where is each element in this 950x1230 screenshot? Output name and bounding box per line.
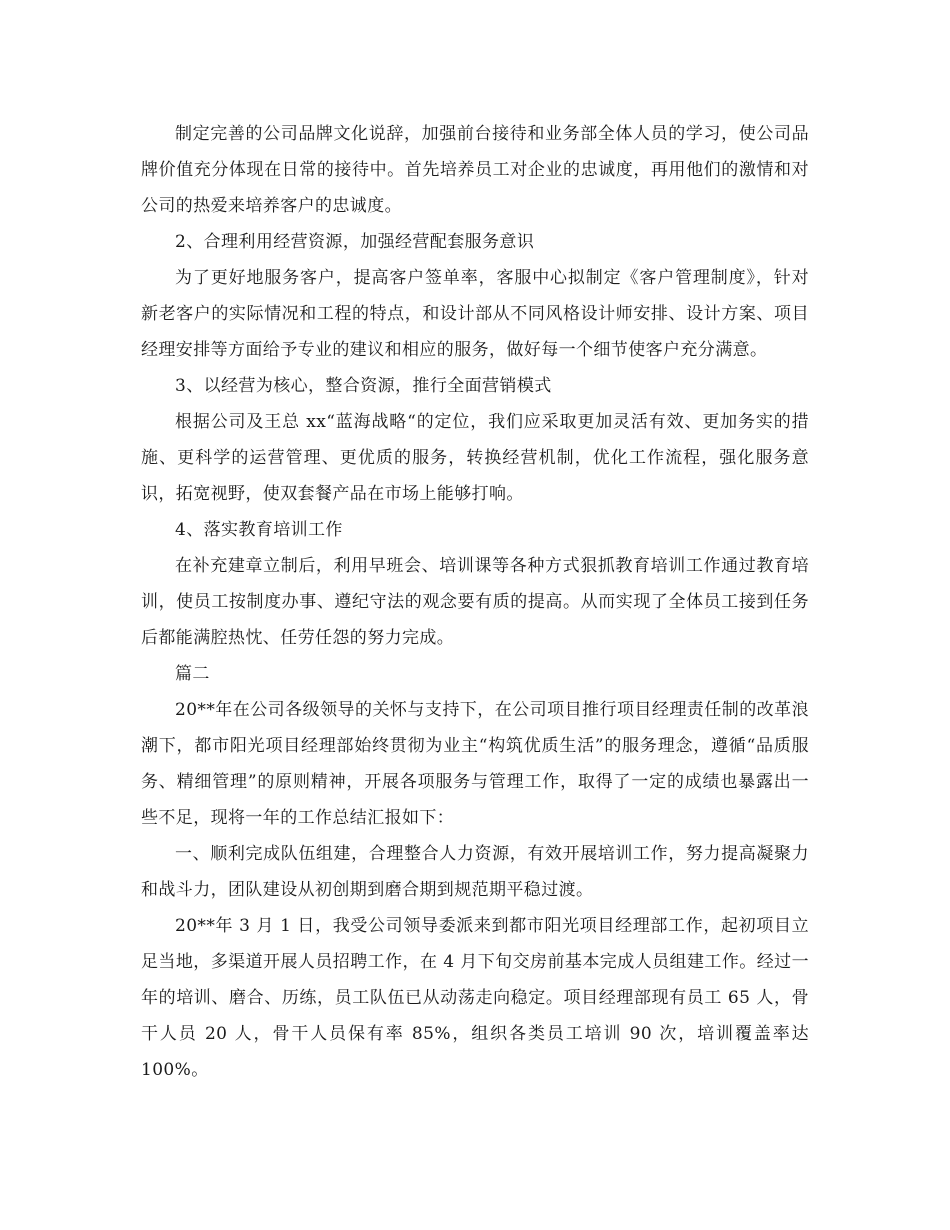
paragraph-training-work: 在补充建章立制后，利用早班会、培训课等各种方式狠抓教育培训工作通过教育培训，使员工按制度办事、遵纪守法的观念要有质的提高。从而实现了全体员工接到任务后都能满腔热忱、任劳任怨的努力完成。	[141, 556, 809, 648]
section-title-part-two: 篇二	[175, 664, 210, 684]
heading-resource-utilization: 2、合理利用经营资源，加强经营配套服务意识	[175, 232, 535, 252]
paragraph-blue-ocean-strategy: 根据公司及王总 xx“蓝海战略“的定位，我们应采取更加灵活有效、更加务实的措施、更科学的运营管理、更优质的服务，转换经营机制，优化工作流程，强化服务意识，拓宽视野，使双套餐产品在市场上能够打响。	[141, 412, 809, 504]
paragraph-annual-summary-intro: 20**年在公司各级领导的关怀与支持下，在公司项目推行项目经理责任制的改革浪潮下，都市阳光项目经理部始终贯彻为业主“构筑优质生活”的服务理念，遵循“品质服务、精细管理”的原则精神，开展各项服务与管理工作，取得了一定的成绩也暴露出一些不足，现将一年的工作总结汇报如下：	[141, 700, 809, 828]
heading-team-building: 一、顺利完成队伍组建，合理整合人力资源，有效开展培训工作，努力提高凝聚力和战斗力，团队建设从初创期到磨合期到规范期平稳过渡。	[141, 844, 809, 900]
heading-education-training: 4、落实教育培训工作	[175, 520, 343, 540]
paragraph-staffing-statistics: 20**年 3 月 1 日，我受公司领导委派来到都市阳光项目经理部工作，起初项目立足当地，多渠道开展人员招聘工作，在 4 月下旬交房前基本完成人员组建工作。经过一年的培训、磨合、历练，员工队伍已从动荡走向稳定。项目经理部现有员工 65 人，骨干人员 20 人，骨干人员保有率 85%，组织各类员工培训 90 次，培训覆盖率达 100%。	[141, 916, 809, 1080]
document-body	[141, 116, 809, 1088]
paragraph-brand-culture: 制定完善的公司品牌文化说辞，加强前台接待和业务部全体人员的学习，使公司品牌价值充分体现在日常的接待中。首先培养员工对企业的忠诚度，再用他们的激情和对公司的热爱来培养客户的忠诚度。	[141, 124, 809, 216]
paragraph-customer-service: 为了更好地服务客户，提高客户签单率，客服中心拟制定《客户管理制度》，针对新老客户的实际情况和工程的特点，和设计部从不同风格设计师安排、设计方案、项目经理安排等方面给予专业的建议和相应的服务，做好每一个细节使客户充分满意。	[141, 268, 809, 360]
heading-integrated-marketing: 3、以经营为核心，整合资源，推行全面营销模式	[175, 376, 552, 396]
